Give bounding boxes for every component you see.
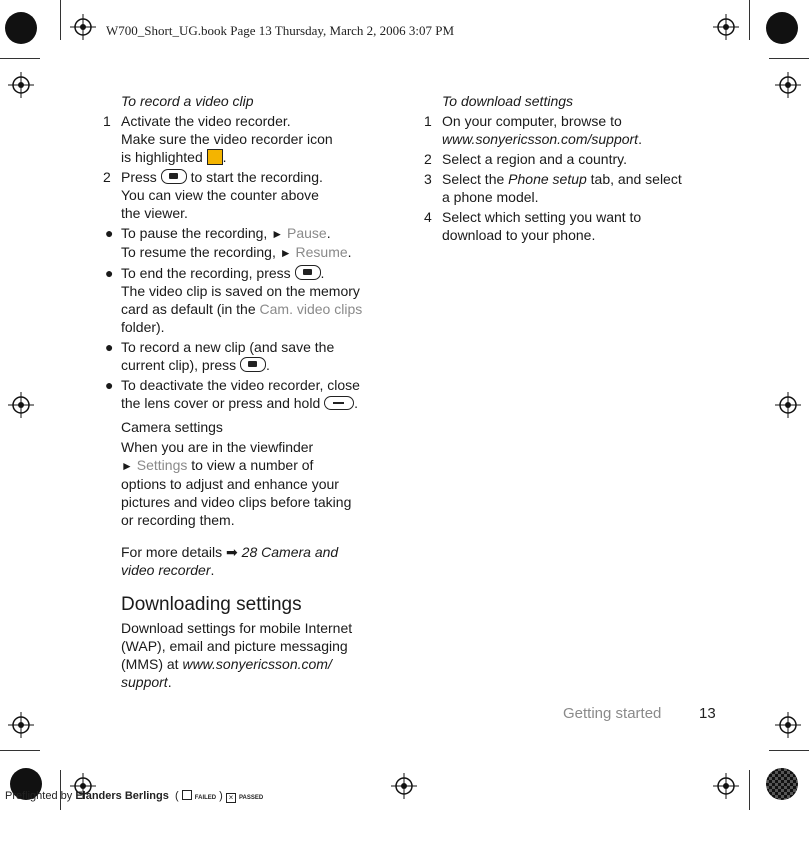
registration-crosshair-icon — [775, 712, 801, 738]
record-video-title: To record a video clip — [121, 93, 254, 109]
camera-key-icon — [161, 169, 187, 184]
video-recorder-icon — [207, 149, 223, 165]
bullet-text: current clip), press — [121, 357, 237, 373]
registration-dot — [766, 12, 798, 44]
step-text: Activate the video recorder. — [121, 113, 291, 129]
registration-crosshair-icon — [8, 712, 34, 738]
registration-crosshair-icon — [775, 392, 801, 418]
bullet-icon: ● — [105, 377, 114, 393]
step-number: 3 — [424, 171, 432, 187]
preflight-label: Preflighted by — [5, 790, 73, 802]
step-text: tab, and select — [590, 171, 682, 187]
step-text: a phone model. — [442, 189, 539, 205]
bullet-text: folder). — [121, 319, 165, 335]
para-line: to view a number of — [191, 457, 314, 473]
step-number: 4 — [424, 209, 432, 225]
cross-reference-arrow-icon: ➡ — [226, 544, 238, 560]
registration-dot — [766, 768, 798, 800]
step-number: 1 — [424, 113, 432, 129]
step-text: On your computer, browse to — [442, 113, 622, 129]
registration-crosshair-icon — [70, 14, 96, 40]
arrow-right-icon: ► — [271, 227, 284, 241]
bullet-text: To pause the recording, — [121, 225, 268, 241]
support-url[interactable]: www.sonyericsson.com/ — [182, 656, 332, 672]
registration-crosshair-icon — [713, 773, 739, 799]
arrow-right-icon: ► — [121, 459, 133, 473]
support-url[interactable]: support — [121, 674, 168, 690]
dl-step-3 — [424, 170, 724, 206]
step-text: to start the recording. — [190, 169, 323, 185]
step-text: You can view the counter above — [121, 187, 319, 203]
registration-crosshair-icon — [713, 14, 739, 40]
menu-link-pause: Pause — [287, 225, 327, 241]
preflight-company: Elanders Berlings — [75, 790, 169, 802]
para-line: options to adjust and enhance your — [121, 476, 339, 492]
cross-reference: 28 Camera and — [241, 544, 339, 560]
para-line: When you are in the viewfinder — [121, 439, 314, 455]
camera-key-icon — [295, 265, 321, 280]
registration-crosshair-icon — [8, 392, 34, 418]
book-header: W700_Short_UG.book Page 13 Thursday, March 2, 2006 3:07 PM — [106, 23, 455, 38]
checkbox-icon — [182, 790, 192, 800]
back-key-icon — [324, 396, 354, 410]
downloading-settings-paragraph: Download settings for mobile Internet (WAP), email and picture messaging (MMS) at www.sonyericsson.com/ support. — [103, 619, 403, 691]
crop-mark — [60, 0, 61, 40]
downloading-settings-heading: Downloading settings — [121, 594, 302, 615]
para-line: or recording them. — [121, 512, 235, 528]
step-number: 1 — [103, 113, 111, 129]
step-2 — [103, 168, 403, 222]
menu-link-settings: Settings — [136, 457, 188, 473]
menu-link-resume: Resume — [295, 244, 348, 260]
camera-settings-heading: Camera settings — [121, 419, 223, 435]
phone-setup-tab: Phone setup — [508, 171, 587, 187]
menu-link-cam-video-clips: Cam. video clips — [259, 301, 363, 317]
para-line: (MMS) at — [121, 656, 179, 672]
step-text: Select the — [442, 171, 505, 187]
bullet-text: The video clip is saved on the memory — [121, 283, 360, 299]
para-line: (WAP), email and picture messaging — [121, 638, 348, 654]
checked-box-icon: × — [226, 793, 236, 803]
para-line: Download settings for mobile Internet — [121, 620, 353, 636]
support-url[interactable]: www.sonyericsson.com/support — [442, 131, 639, 147]
bullet-deactivate: ● To deactivate the video recorder, close the lens cover or press and hold . — [103, 376, 403, 412]
dl-step-1: 1 On your computer, browse to www.sonyericsson.com/support. — [424, 112, 724, 148]
crop-mark — [749, 770, 750, 810]
download-settings-title: To download settings — [442, 93, 574, 109]
registration-crosshair-icon — [8, 72, 34, 98]
arrow-right-icon: ► — [279, 246, 292, 260]
bullet-text: To end the recording, press — [121, 265, 291, 281]
bullet-icon: ● — [105, 265, 114, 281]
camera-key-icon — [240, 357, 266, 372]
cross-reference: video recorder — [121, 562, 211, 578]
bullet-icon: ● — [105, 339, 114, 355]
step-number: 2 — [103, 169, 111, 185]
crop-mark — [769, 750, 809, 751]
camera-settings-paragraph — [103, 438, 403, 529]
preflight-failed: FAILED — [194, 795, 217, 801]
crop-mark — [0, 750, 40, 751]
step-text: Select which setting you want to — [442, 209, 642, 225]
step-text: Select a region and a country. — [442, 151, 627, 167]
crop-mark — [0, 58, 40, 59]
crop-mark — [769, 58, 809, 59]
right-column — [424, 92, 724, 246]
footer-section-title: Getting started — [563, 705, 662, 722]
registration-dot — [5, 12, 37, 44]
para-line: pictures and video clips before taking — [121, 494, 352, 510]
bullet-text: To resume the recording, — [121, 244, 276, 260]
bullet-text: To deactivate the video recorder, close — [121, 377, 360, 393]
bullet-text: card as default (in the — [121, 301, 256, 317]
bullet-icon: ● — [105, 225, 114, 241]
bullet-new-clip: ● To record a new clip (and save the current clip), press . — [103, 338, 403, 374]
preflight-passed: PASSED — [238, 795, 264, 801]
step-1: 1 Activate the video recorder. Make sure the video recorder icon is highlighted . — [103, 112, 403, 166]
left-column — [103, 92, 403, 705]
step-text: download to your phone. — [442, 227, 596, 243]
step-text: is highlighted — [121, 149, 203, 165]
crop-mark — [749, 0, 750, 40]
page-number: 13 — [699, 705, 716, 722]
para-line: For more details — [121, 544, 223, 560]
step-text: the viewer. — [121, 205, 188, 221]
step-text: Make sure the video recorder icon — [121, 131, 333, 147]
step-text: Press — [121, 169, 157, 185]
registration-crosshair-icon — [391, 773, 417, 799]
dl-step-2 — [424, 150, 724, 168]
registration-crosshair-icon — [775, 72, 801, 98]
bullet-end-recording: ● To end the recording, press . The video clip is saved on the memory card as default (in the Cam. video clips folder). — [103, 264, 403, 336]
dl-step-4 — [424, 208, 724, 244]
more-details-paragraph: For more details ➡ 28 Camera and video recorder. — [121, 544, 339, 578]
preflight-stamp: Preflighted by Elanders Berlings ( FAILED ) × PASSED — [5, 790, 264, 802]
bullet-pause-resume: ● To pause the recording, ► Pause. To resume the recording, ► Resume. — [105, 225, 352, 260]
bullet-text: To record a new clip (and save the — [121, 339, 335, 355]
bullet-text: the lens cover or press and hold — [121, 395, 321, 411]
step-number: 2 — [424, 151, 432, 167]
